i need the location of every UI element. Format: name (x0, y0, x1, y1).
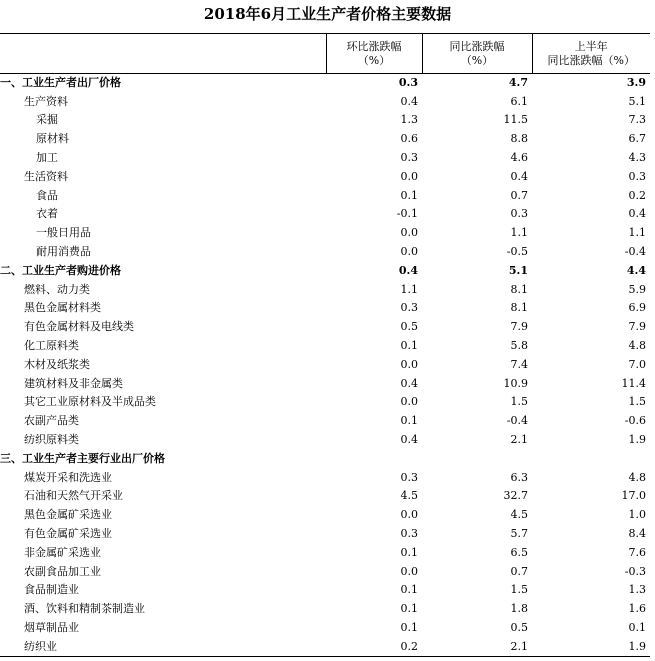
row-yoy-value (422, 449, 532, 468)
row-h1-value: 7.6 (628, 545, 646, 559)
table-row (0, 393, 650, 412)
row-mom-value: 0.0 (400, 508, 418, 522)
row-yoy-value: 1.8 (510, 602, 528, 616)
table-row (0, 412, 650, 431)
row-h1-value: 5.1 (628, 94, 646, 108)
table-row (0, 487, 650, 506)
row-mom-value: 0.2 (326, 637, 422, 656)
row-yoy-value: 11.5 (503, 113, 528, 127)
row-h1-value: 0.1 (628, 621, 646, 634)
table-row (0, 600, 650, 619)
row-yoy-value: -0.5 (506, 245, 528, 259)
table-row (0, 167, 650, 186)
row-yoy-value: 6.5 (510, 545, 528, 559)
row-h1-value: 4.4 (626, 263, 646, 277)
row-yoy-value: 7.4 (510, 357, 528, 371)
table-row (0, 149, 650, 168)
table-header-row (0, 34, 650, 74)
row-label: 农副食品加工业 (24, 564, 101, 578)
table-row (0, 431, 650, 450)
row-yoy-value: 5.7 (510, 527, 528, 541)
row-label: 加工 (36, 151, 58, 165)
row-h1-value: 6.7 (628, 132, 646, 146)
row-h1-value: 11.4 (621, 376, 646, 390)
row-yoy-value: 0.7 (510, 188, 528, 202)
header-yoy-line1: 同比涨跌幅 (449, 39, 505, 53)
row-mom-value: 0.1 (400, 414, 418, 428)
row-mom-value: 0.3 (400, 527, 418, 541)
row-mom-value: 0.1 (400, 621, 418, 634)
row-label: 有色金属材料及电线类 (24, 320, 134, 334)
row-mom-value: 0.3 (400, 470, 418, 484)
row-h1-value: 7.0 (628, 357, 646, 371)
row-h1-value: 7.3 (628, 113, 646, 127)
row-h1-value: 1.9 (532, 637, 650, 656)
row-yoy-value: 1.5 (510, 583, 528, 597)
row-label: 原材料 (36, 132, 69, 146)
row-mom-value: 0.3 (398, 76, 418, 90)
row-label: 食品制造业 (24, 583, 79, 597)
row-mom-value: 0.4 (400, 376, 418, 390)
row-yoy-value: 6.3 (510, 470, 528, 484)
table-row (0, 74, 650, 93)
row-mom-value: 0.1 (400, 339, 418, 353)
row-h1-value: 5.9 (628, 282, 646, 296)
row-label: 二、工业生产者购进价格 (0, 263, 121, 277)
header-h1-line1: 上半年 (574, 39, 608, 53)
table-row (0, 318, 650, 337)
table-row (0, 468, 650, 487)
row-mom-value: 0.4 (400, 94, 418, 108)
row-yoy-value: 8.1 (510, 282, 528, 296)
table-row (0, 637, 650, 656)
row-yoy-value: 4.6 (510, 151, 528, 165)
row-h1-value: 1.6 (628, 602, 646, 616)
row-label: 农副产品类 (24, 414, 79, 428)
table-row (0, 355, 650, 374)
row-yoy-value: 6.1 (510, 94, 528, 108)
table-row (0, 280, 650, 299)
row-yoy-value: 0.7 (510, 564, 528, 578)
table-body (0, 74, 650, 657)
row-mom-value: 0.1 (400, 188, 418, 202)
row-mom-value: 0.3 (400, 151, 418, 165)
header-indicator (0, 34, 326, 74)
row-h1-value: 8.4 (628, 527, 646, 541)
row-label: 一般日用品 (36, 226, 91, 240)
row-label: 非金属矿采选业 (24, 545, 101, 559)
table-row (0, 92, 650, 111)
row-yoy-value: 8.1 (510, 301, 528, 315)
row-mom-value: 0.0 (400, 357, 418, 371)
row-mom-value: 0.5 (400, 320, 418, 334)
table-row (0, 186, 650, 205)
row-h1-value: 1.9 (628, 433, 646, 447)
row-label: 纺织业 (0, 637, 326, 656)
row-label: 化工原料类 (24, 339, 79, 353)
table-row (0, 374, 650, 393)
row-label: 其它工业原材料及半成品类 (24, 395, 156, 409)
row-label: 石油和天然气开采业 (24, 489, 123, 503)
row-label: 生活资料 (24, 169, 68, 183)
row-label: 食品 (36, 188, 58, 202)
table-row (0, 224, 650, 243)
row-mom-value: 0.4 (400, 433, 418, 447)
row-yoy-value: 5.1 (508, 263, 528, 277)
row-h1-value: 0.4 (628, 207, 646, 221)
row-h1-value: 4.3 (628, 151, 646, 165)
header-mom-line2: （%） (357, 53, 391, 67)
table-row (0, 581, 650, 600)
row-mom-value: 0.0 (400, 395, 418, 409)
header-yoy (422, 34, 532, 74)
row-h1-value: 0.3 (628, 169, 646, 183)
row-label: 一、工业生产者出厂价格 (0, 76, 121, 90)
row-mom-value: 0.3 (400, 301, 418, 315)
row-label: 黑色金属矿采选业 (24, 508, 112, 522)
row-h1-value: 1.1 (628, 226, 646, 240)
row-h1-value: -0.3 (624, 564, 646, 578)
table-row (0, 111, 650, 130)
row-yoy-value: 4.7 (508, 76, 528, 90)
row-mom-value: 0.6 (400, 132, 418, 146)
row-label: 采掘 (36, 113, 58, 127)
row-label: 三、工业生产者主要行业出厂价格 (0, 451, 165, 465)
row-mom-value: 1.1 (400, 282, 418, 296)
row-label: 衣着 (36, 207, 58, 221)
row-yoy-value: 0.5 (510, 621, 528, 634)
row-mom-value: 0.1 (400, 545, 418, 559)
header-h1 (532, 34, 650, 74)
row-mom-value: 1.3 (400, 113, 418, 127)
table-row (0, 337, 650, 356)
row-yoy-value: 5.8 (510, 339, 528, 353)
table-row (0, 205, 650, 224)
row-h1-value: 6.9 (628, 301, 646, 315)
row-yoy-value: 0.3 (510, 207, 528, 221)
page-title: 2018年6月工业生产者价格主要数据 (203, 5, 452, 23)
row-yoy-value: -0.4 (506, 414, 528, 428)
row-h1-value: 4.8 (628, 339, 646, 353)
row-h1-value: 0.2 (628, 188, 646, 202)
row-label: 建筑材料及非金属类 (24, 376, 123, 390)
row-h1-value: -0.4 (624, 245, 646, 259)
row-yoy-value: 1.5 (510, 395, 528, 409)
row-label: 燃料、动力类 (24, 282, 90, 296)
row-yoy-value: 32.7 (503, 489, 528, 503)
table-row (0, 299, 650, 318)
row-yoy-value: 8.8 (510, 132, 528, 146)
row-yoy-value: 7.9 (510, 320, 528, 334)
row-yoy-value: 0.4 (510, 169, 528, 183)
header-h1-line2: 同比涨跌幅（%） (547, 53, 635, 67)
row-h1-value: 1.0 (628, 508, 646, 522)
row-mom-value: 0.0 (400, 169, 418, 183)
table-row (0, 449, 650, 468)
row-mom-value: 0.4 (398, 263, 418, 277)
row-label: 黑色金属材料类 (24, 301, 101, 315)
table-row (0, 506, 650, 525)
row-mom-value (326, 449, 422, 468)
row-label: 有色金属矿采选业 (24, 527, 112, 541)
row-h1-value: 4.8 (628, 470, 646, 484)
price-data-table (0, 33, 650, 657)
row-label: 酒、饮料和精制茶制造业 (24, 602, 145, 616)
row-h1-value: 1.3 (628, 583, 646, 597)
row-label: 木材及纸浆类 (24, 357, 90, 371)
row-yoy-value: 1.1 (510, 226, 528, 240)
table-row (0, 619, 650, 638)
header-mom (326, 34, 422, 74)
table-row (0, 243, 650, 262)
header-mom-line1: 环比涨跌幅 (346, 39, 402, 53)
row-yoy-value: 2.1 (510, 433, 528, 447)
table-row (0, 130, 650, 149)
row-h1-value: -0.6 (624, 414, 646, 428)
table-row (0, 543, 650, 562)
row-label: 生产资料 (24, 94, 68, 108)
table-row (0, 525, 650, 544)
row-mom-value: 0.0 (400, 226, 418, 240)
row-yoy-value: 4.5 (510, 508, 528, 522)
row-h1-value: 17.0 (621, 489, 646, 503)
header-yoy-line2: （%） (460, 53, 494, 67)
row-mom-value: 4.5 (400, 489, 418, 503)
row-label: 烟草制品业 (24, 621, 79, 634)
row-mom-value: 0.1 (400, 583, 418, 597)
row-mom-value: 0.1 (400, 602, 418, 616)
row-label: 煤炭开采和洗选业 (24, 470, 112, 484)
row-h1-value: 1.5 (628, 395, 646, 409)
row-mom-value: 0.0 (400, 564, 418, 578)
table-row (0, 562, 650, 581)
row-mom-value: -0.1 (396, 207, 418, 221)
row-label: 耐用消费品 (36, 245, 91, 259)
table-row (0, 261, 650, 280)
row-yoy-value: 10.9 (503, 376, 528, 390)
row-h1-value: 3.9 (626, 76, 646, 90)
row-h1-value: 7.9 (628, 320, 646, 334)
row-h1-value (532, 449, 650, 468)
row-yoy-value: 2.1 (422, 637, 532, 656)
row-label: 纺织原料类 (24, 433, 79, 447)
row-mom-value: 0.0 (400, 245, 418, 259)
